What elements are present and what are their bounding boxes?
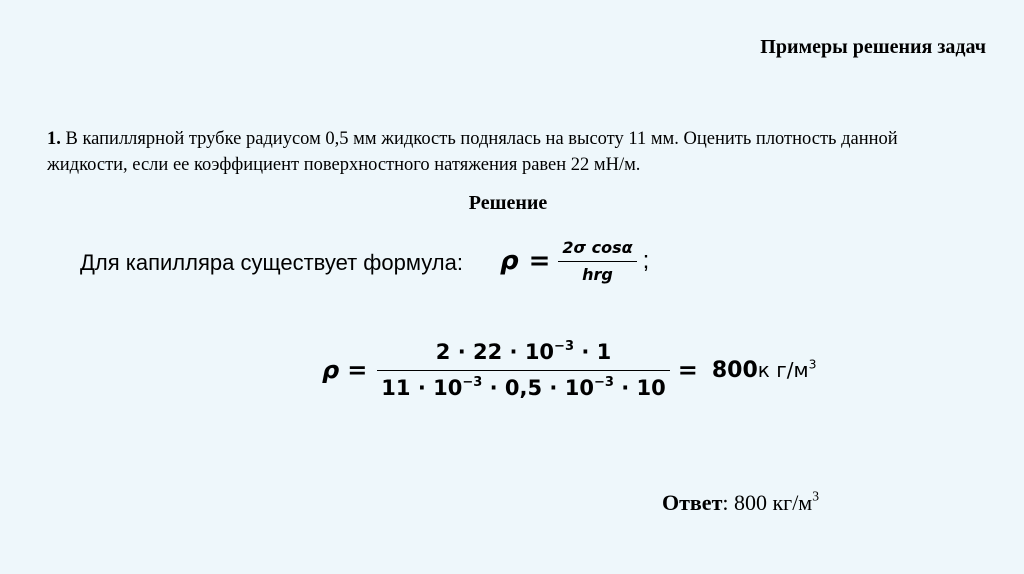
solution-heading-text: Решение: [468, 192, 548, 214]
page-title: [760, 36, 986, 59]
answer-label: Ответ: [662, 490, 723, 515]
formula2-fraction: [377, 340, 669, 400]
formula1-lhs: ρ: [500, 246, 519, 276]
formula1-numerator: 2σ cosα: [562, 238, 633, 257]
formula2-den-tail: · 10: [613, 376, 666, 400]
formula2-numerator-tail: · 1: [574, 340, 612, 364]
formula1-equals: =: [528, 246, 551, 276]
page-title-text: Примеры решения задач: [760, 36, 986, 58]
formula-intro: [80, 250, 463, 276]
formula2-result-equals: =: [677, 356, 698, 384]
formula2-lhs: ρ: [322, 356, 340, 384]
formula1-denominator: hrg: [582, 265, 613, 284]
formula1-suffix: ;: [642, 247, 650, 274]
problem-number: 1.: [47, 129, 61, 149]
formula2-denominator: [377, 371, 669, 400]
formula2-numerator-base: 2 · 22 · 10: [435, 340, 555, 364]
answer-exp: 3: [812, 488, 820, 504]
formula1-fraction: [558, 238, 636, 284]
calculation-formula: [322, 340, 816, 400]
formula-intro-text: Для капилляра существует формула:: [80, 250, 463, 275]
formula2-result-unit-text: к г/м: [757, 358, 809, 382]
formula2-den-a-exp: −3: [462, 374, 483, 390]
formula2-result-unit: [758, 358, 817, 382]
formula2-result-value: 800: [711, 357, 758, 383]
formula2-den-b: · 0,5 · 10: [482, 376, 594, 400]
problem-statement: [47, 126, 977, 178]
formula2-equals: =: [347, 356, 368, 384]
formula2-numerator: [432, 340, 615, 370]
answer: [662, 490, 819, 516]
answer-text: : 800 кг/м: [722, 490, 813, 515]
general-formula: [500, 238, 649, 284]
formula2-den-a: 11 · 10: [381, 376, 463, 400]
problem-text: В капиллярной трубке радиусом 0,5 мм жидкость поднялась на высоту 11 мм. Оценить плотность данной жидкости, если ее коэффициент поверхностного натяжения равен 22 мН/м.: [47, 129, 898, 175]
solution-heading: [0, 192, 1024, 215]
formula2-result-unit-exp: 3: [808, 356, 817, 372]
formula2-numerator-exp: −3: [554, 338, 575, 354]
formula2-den-b-exp: −3: [593, 374, 614, 390]
